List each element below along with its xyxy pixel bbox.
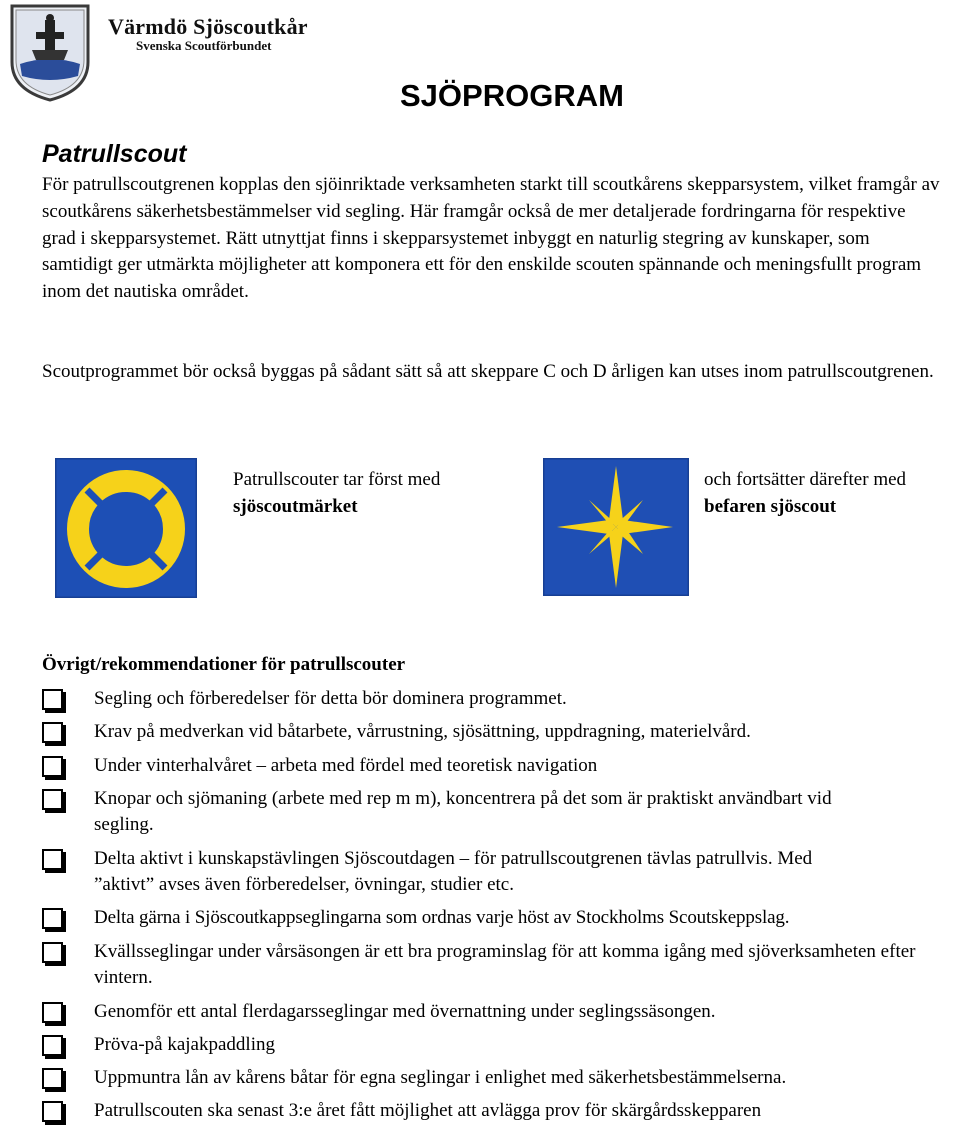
- checkbox-icon: [42, 1035, 63, 1056]
- list-item: [42, 1065, 960, 1092]
- badge-intro-text: och fortsätter därefter med: [704, 469, 907, 490]
- section-title: Patrullscout: [42, 140, 187, 168]
- checkbox-icon: [42, 1068, 63, 1089]
- recommendations-list: [42, 686, 960, 1132]
- checkbox-icon: [42, 1002, 63, 1023]
- list-item: [42, 1098, 960, 1125]
- checkbox-icon: [42, 756, 63, 777]
- list-item-text: Patrullscouten ska senast 3:e året fått möjlighet att avlägga prov för skärgårdsskepparen: [94, 1100, 762, 1122]
- list-item-text: Uppmuntra lån av kårens båtar för egna seglingar i enlighet med säkerhetsbestämmelserna.: [94, 1067, 787, 1089]
- lifebuoy-icon: [55, 458, 197, 598]
- list-item: [42, 719, 960, 746]
- intro-paragraph: För patrullscoutgrenen kopplas den sjöinriktade verksamheten starkt till scoutkårens skepparsystem, vilket framgår av scoutkårens säkerhetsbestämmelser vid segling. Här framgår också de mer detaljerade fordringarna för respektive grad i skepparsystemet. Rätt utnyttjat finns i skepparsystemet inbyggt en naturlig stegring av kunskaper, som samtidigt ger utmärkta möjligheter att komponera ett för den enskilde scouten spännande och meningsfullt program inom det nautiska området.: [42, 174, 940, 303]
- list-item: [42, 905, 960, 932]
- list-item-text: Delta aktivt i kunskapstävlingen Sjöscoutdagen – för patrullscoutgrenen tävlas patrullvis. Med ”aktivt” avses även förberedelser, övningar, studier etc.: [94, 847, 813, 896]
- intro-paragraph: Scoutprogrammet bör också byggas på sådant sätt så att skeppare C och D årligen kan utses inom patrullscoutgrenen.: [42, 361, 934, 382]
- list-item: [42, 686, 960, 713]
- checkbox-icon: [42, 908, 63, 929]
- list-item: [42, 753, 960, 780]
- checkbox-icon: [42, 722, 63, 743]
- checkbox-icon: [42, 789, 63, 810]
- org-subtitle: Svenska Scoutförbundet: [136, 38, 272, 53]
- checkbox-icon: [42, 849, 63, 870]
- list-item-text: Segling och förberedelser för detta bör dominera programmet.: [94, 688, 567, 709]
- list-item-text: Delta gärna i Sjöscoutkappseglingarna som ordnas varje höst av Stockholms Scoutskeppslag.: [94, 907, 790, 929]
- badge-name: sjöscoutmärket: [233, 496, 358, 517]
- badge-description: [704, 466, 960, 520]
- list-item: [42, 846, 834, 899]
- compass-star-icon: [543, 458, 689, 596]
- checkbox-icon: [42, 942, 63, 963]
- checkbox-icon: [42, 1101, 63, 1122]
- list-item-text: Pröva-på kajakpaddling: [94, 1033, 275, 1055]
- list-item: [42, 939, 960, 992]
- list-item-text: Kvällsseglingar under vårsäsongen är ett bra programinslag för att komma igång med sjöverksamheten efter vintern.: [94, 940, 916, 989]
- badge-name: befaren sjöscout: [704, 496, 837, 517]
- list-item-text: Knopar och sjömaning (arbete med rep m m), koncentrera på det som är praktiskt användbart vid segling.: [94, 787, 832, 836]
- list-item: [42, 786, 874, 839]
- org-name: Värmdö Sjöscoutkår: [108, 14, 308, 39]
- list-item-text: Genomför ett antal flerdagarsseglingar med övernattning under seglingssäsongen.: [94, 1000, 716, 1022]
- checkbox-icon: [42, 689, 63, 710]
- list-item-text: Under vinterhalvåret – arbeta med fördel med teoretisk navigation: [94, 754, 598, 776]
- list-item: [42, 1032, 960, 1059]
- list-item-text: Krav på medverkan vid båtarbete, vårrustning, sjösättning, uppdragning, materielvård.: [94, 721, 751, 743]
- recommendations-heading: Övrigt/rekommendationer för patrullscouter: [42, 654, 406, 675]
- page-title: SJÖPROGRAM: [400, 78, 624, 113]
- scout-emblem-icon: [8, 2, 92, 102]
- badge-description: [233, 466, 533, 520]
- list-item: [42, 999, 960, 1026]
- badge-intro-text: Patrullscouter tar först med: [233, 469, 441, 490]
